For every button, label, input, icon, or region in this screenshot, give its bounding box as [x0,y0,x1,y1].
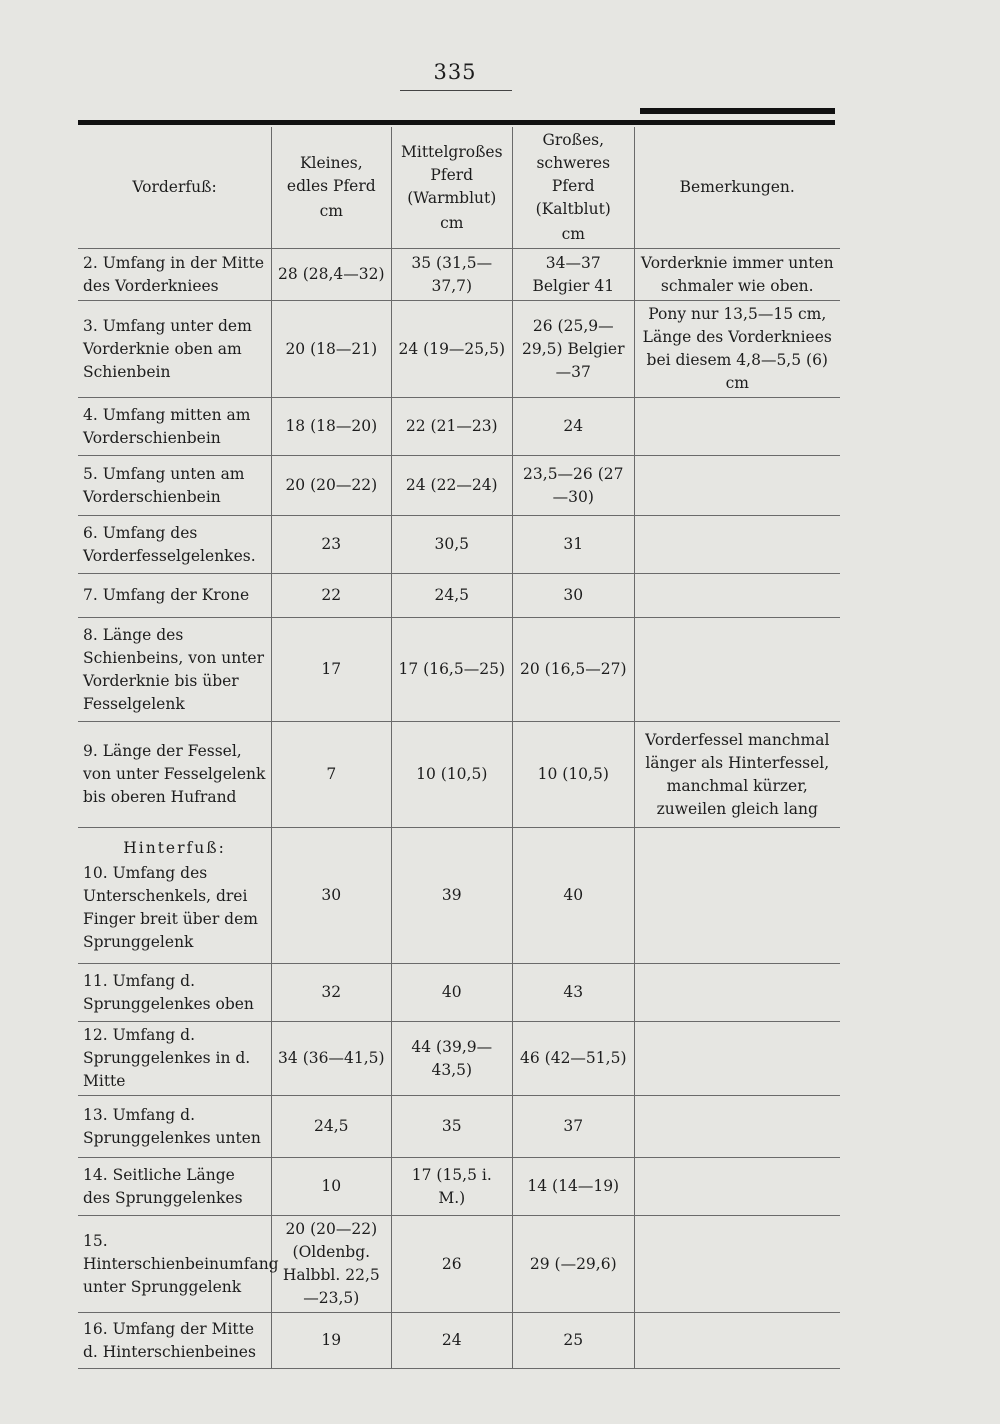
cell-gross: 34—37 Belgier 41 [513,249,635,301]
cell-mittel: 24,5 [391,574,513,618]
cell-gross: 20 (16,5—27) [513,618,635,722]
row-label: 4. Umfang mitten am Vorderschienbein [78,398,272,456]
cell-gross: 24 [513,398,635,456]
table-row [78,1096,840,1158]
row-label: 6. Umfang des Vorderfesselgelenkes. [78,516,272,574]
table-row [78,516,840,574]
cell-note [634,1096,840,1158]
row-label: 12. Umfang d. Sprunggelenkes in d. Mitte [78,1022,272,1096]
cell-kleines: 30 [272,828,391,964]
cell-mittel: 17 (16,5—25) [391,618,513,722]
cell-mittel: 44 (39,9—43,5) [391,1022,513,1096]
cell-note [634,618,840,722]
table-row [78,301,840,398]
row-label: 11. Umfang d. Sprunggelenkes oben [78,964,272,1022]
table-row [78,249,840,301]
top-rule [78,120,835,125]
cell-mittel: 26 [391,1216,513,1313]
table-row [78,1216,840,1313]
row-label: 15. Hinterschienbeinumfang unter Sprunggelenk [78,1216,272,1313]
table-row [78,574,840,618]
cell-kleines: 10 [272,1158,391,1216]
header-grosses-pferd [513,127,635,249]
cell-mittel: 17 (15,5 i. M.) [391,1158,513,1216]
cell-mittel: 35 (31,5—37,7) [391,249,513,301]
table-row [78,722,840,828]
cell-gross: 31 [513,516,635,574]
cell-kleines: 22 [272,574,391,618]
cell-kleines: 19 [272,1313,391,1369]
cell-gross: 43 [513,964,635,1022]
row-label: 5. Umfang unten am Vorderschienbein [78,456,272,516]
header-kleines-pferd [272,127,391,249]
cell-kleines: 34 (36—41,5) [272,1022,391,1096]
table-row [78,1158,840,1216]
cell-gross: 25 [513,1313,635,1369]
cell-note [634,1158,840,1216]
header-mittel-label: Mittelgroßes Pferd (Warmblut) [400,142,503,207]
row-label: 13. Umfang d. Sprunggelenkes unten [78,1096,272,1158]
row-label: 16. Umfang der Mitte d. Hinterschienbeines [78,1313,272,1369]
row-label: 3. Umfang unter dem Vorderknie oben am Schienbein [78,301,272,398]
table-header-row [78,127,840,249]
cell-gross: 23,5—26 (27—30) [513,456,635,516]
row-label: 10. Umfang des Unterschenkels, drei Finger breit über dem Sprunggelenk [83,864,258,951]
cell-note [634,964,840,1022]
cell-gross: 40 [513,828,635,964]
header-kleines-label: Kleines, edles Pferd [286,154,376,195]
cell-note [634,828,840,964]
row-label: 2. Umfang in der Mitte des Vorderkniees [78,249,272,301]
header-grosses-label: Großes, schweres Pferd (Kaltblut) [535,131,611,218]
cell-mittel: 24 [391,1313,513,1369]
cell-kleines: 20 (20—22) [272,456,391,516]
cell-note [634,456,840,516]
page-number-rule [400,90,512,91]
top-rule-accent [640,108,835,114]
cell-note [634,1022,840,1096]
cell-mittel: 39 [391,828,513,964]
cell-kleines: 28 (28,4—32) [272,249,391,301]
row-label: 8. Länge des Schienbeins, von unter Vorderknie bis über Fesselgelenk [78,618,272,722]
cell-mittel: 30,5 [391,516,513,574]
cell-kleines: 32 [272,964,391,1022]
cell-kleines: 23 [272,516,391,574]
table-row [78,1022,840,1096]
cell-gross: 26 (25,9—29,5) Belgier —37 [513,301,635,398]
cell-kleines: 20 (20—22) (Oldenbg. Halbbl. 22,5—23,5) [272,1216,391,1313]
row-label: 9. Länge der Fessel, von unter Fesselgelenk bis oberen Hufrand [78,722,272,828]
table-row [78,1313,840,1369]
row-label: 7. Umfang der Krone [78,574,272,618]
header-mittelgrosses-pferd [391,127,513,249]
header-bemerkungen: Bemerkungen. [634,127,840,249]
table-row [78,618,840,722]
cell-kleines: 24,5 [272,1096,391,1158]
header-unit: cm [561,225,585,243]
cell-note: Pony nur 13,5—15 cm, Länge des Vorderkniees bei diesem 4,8—5,5 (6) cm [634,301,840,398]
table-row [78,828,840,964]
cell-mittel: 40 [391,964,513,1022]
section-subhead: Hinterfuß: [123,839,226,857]
cell-gross: 30 [513,574,635,618]
cell-note [634,1313,840,1369]
cell-gross: 37 [513,1096,635,1158]
header-vorderfuss: Vorderfuß: [78,127,272,249]
cell-gross: 29 (—29,6) [513,1216,635,1313]
cell-gross: 10 (10,5) [513,722,635,828]
header-unit: cm [440,213,464,232]
cell-mittel: 22 (21—23) [391,398,513,456]
table-row [78,398,840,456]
cell-mittel: 24 (22—24) [391,456,513,516]
row-label-group [78,828,272,964]
cell-mittel: 35 [391,1096,513,1158]
cell-gross: 46 (42—51,5) [513,1022,635,1096]
cell-kleines: 20 (18—21) [272,301,391,398]
table-row [78,964,840,1022]
row-label: 14. Seitliche Länge des Sprunggelenkes [78,1158,272,1216]
measurement-table [78,127,840,1369]
cell-note: Vorderfessel manchmal länger als Hinterfessel, manchmal kürzer, zuweilen gleich lang [634,722,840,828]
cell-gross: 14 (14—19) [513,1158,635,1216]
cell-note: Vorderknie immer unten schmaler wie oben. [634,249,840,301]
cell-note [634,516,840,574]
cell-kleines: 18 (18—20) [272,398,391,456]
cell-kleines: 17 [272,618,391,722]
cell-mittel: 24 (19—25,5) [391,301,513,398]
cell-kleines: 7 [272,722,391,828]
cell-note [634,574,840,618]
header-unit: cm [319,202,343,220]
table-row [78,456,840,516]
cell-note [634,1216,840,1313]
cell-mittel: 10 (10,5) [391,722,513,828]
cell-note [634,398,840,456]
page-number: 335 [433,60,477,84]
